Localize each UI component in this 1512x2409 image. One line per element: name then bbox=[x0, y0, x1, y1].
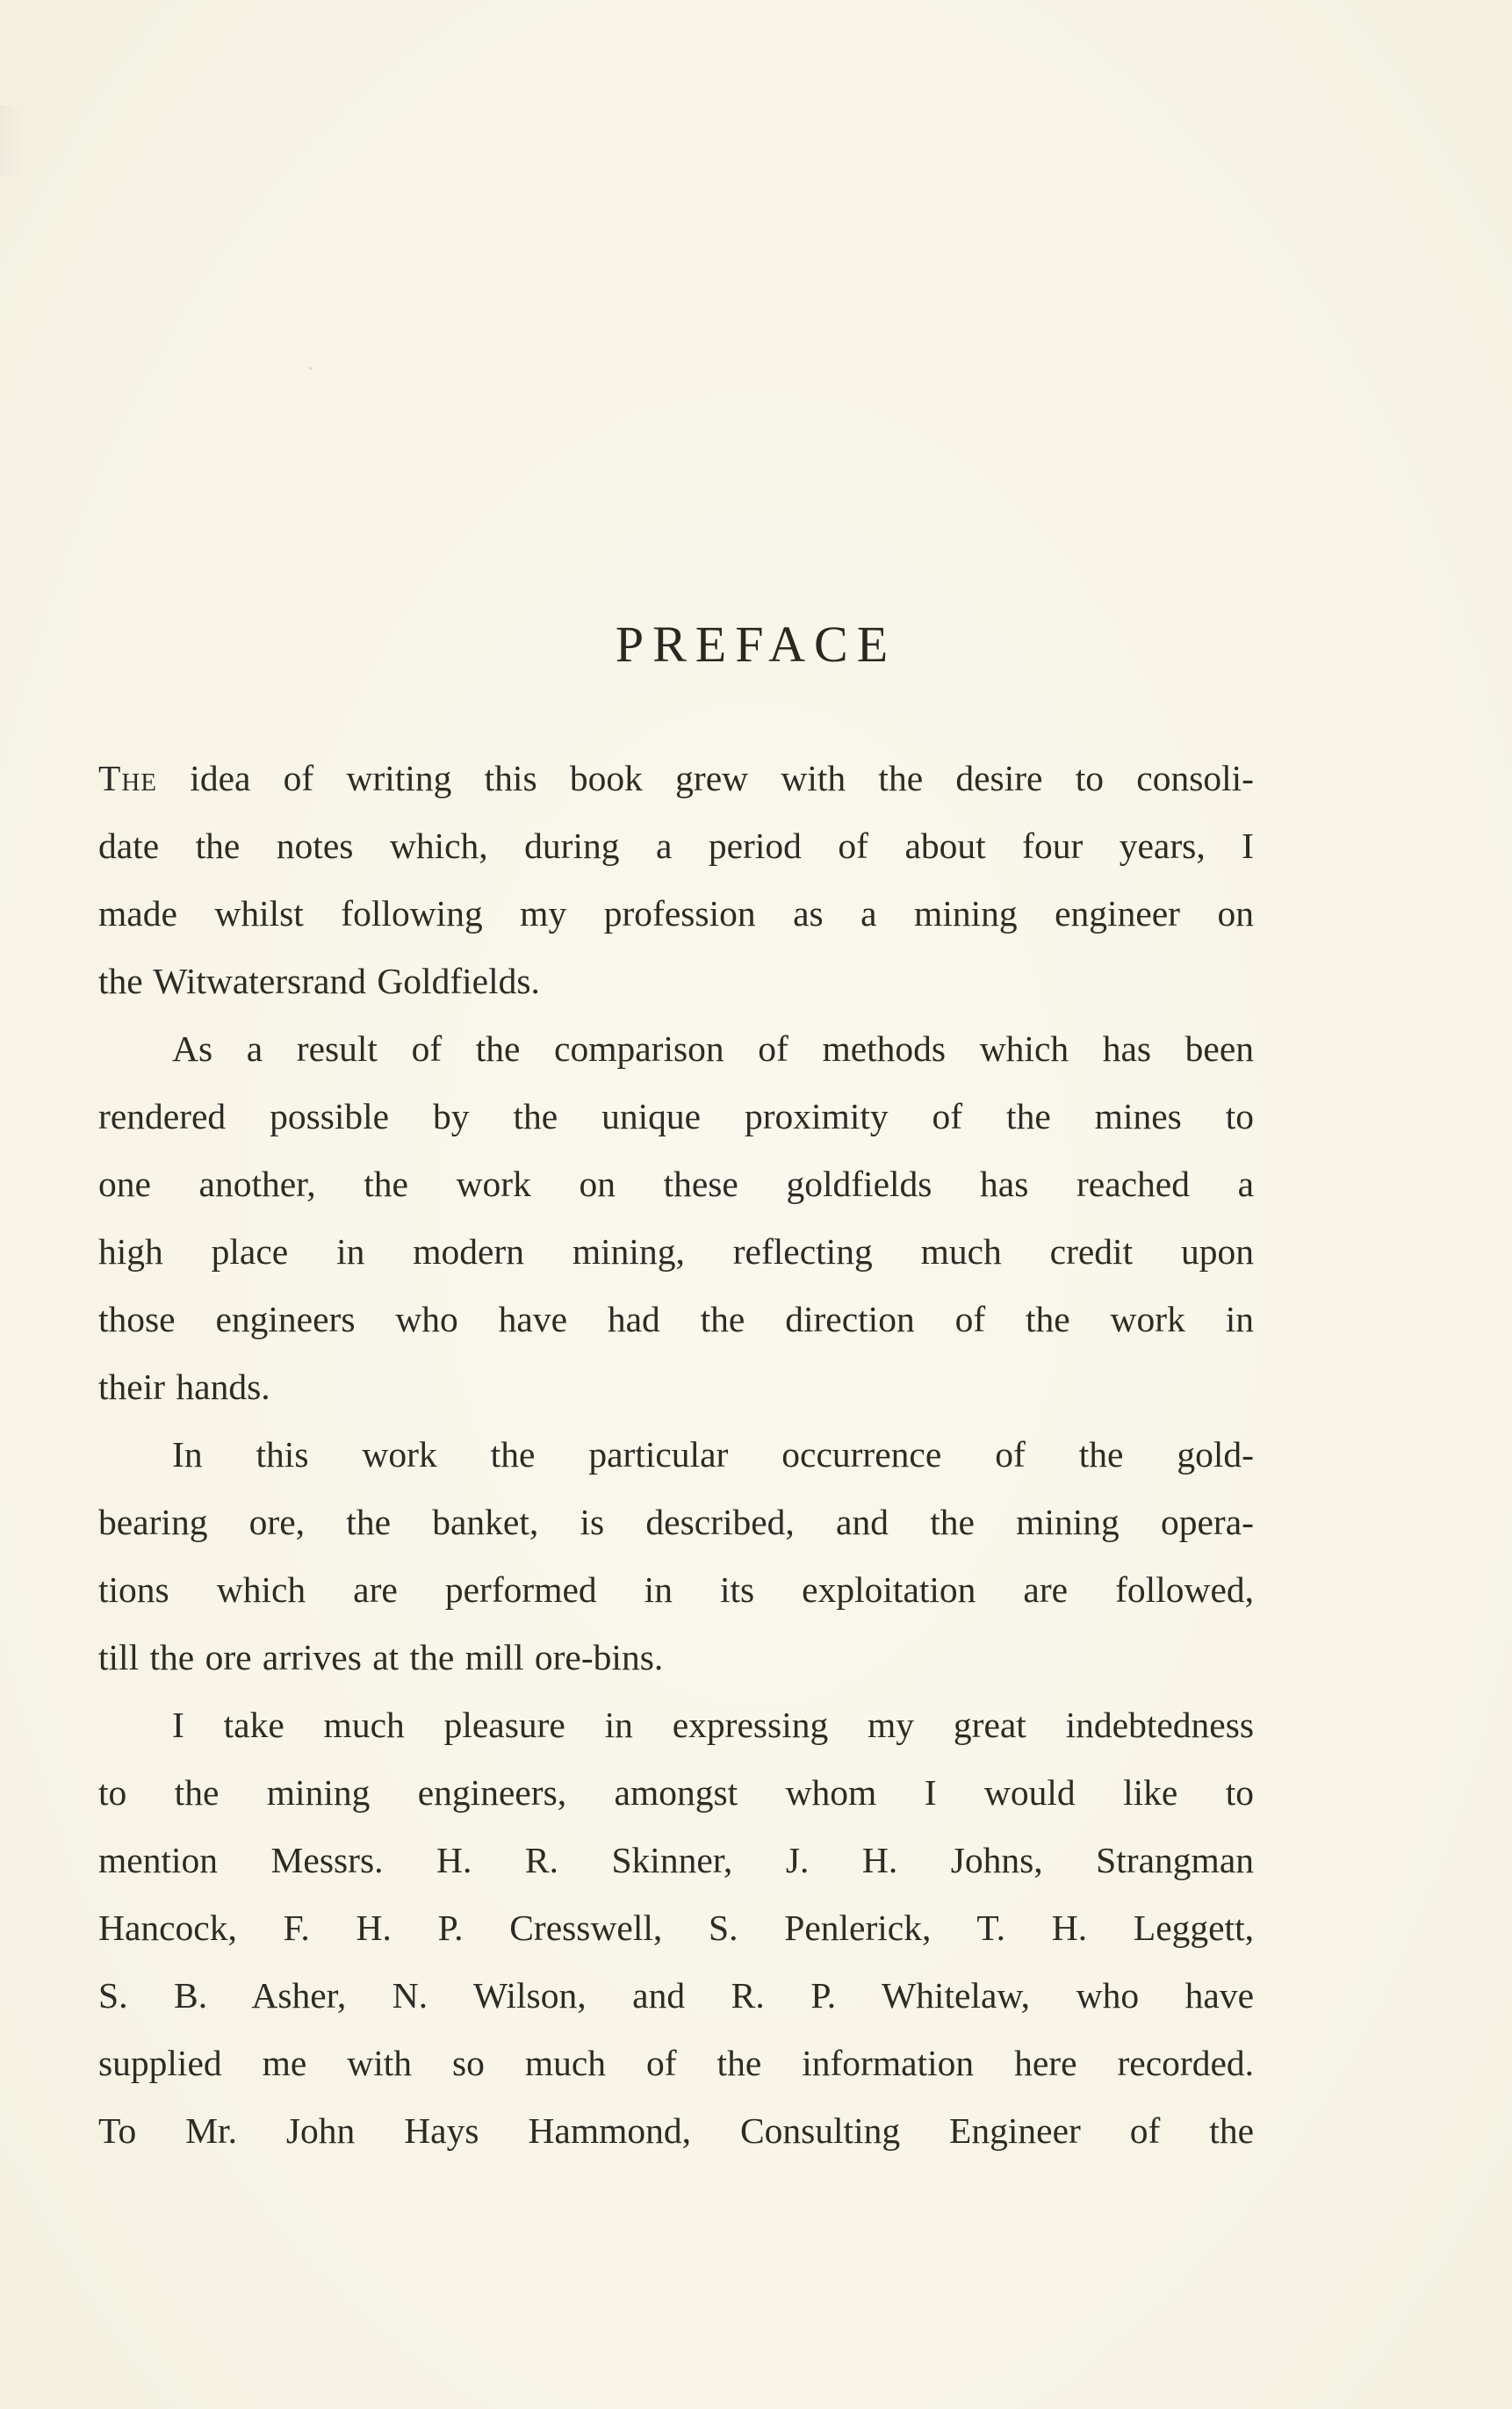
text-line: one another, the work on these goldfields has reached a bbox=[98, 1164, 1254, 1204]
text-line: As a result of the comparison of methods which has been bbox=[172, 1028, 1254, 1069]
text-line: mention Messrs. H. R. Skinner, J. H. Johns, Strangman bbox=[98, 1840, 1254, 1880]
text-line-rest: idea of writing this book grew with the desire to consoli- bbox=[157, 758, 1254, 798]
text-line bbox=[98, 755, 1254, 801]
page-title: PREFACE bbox=[615, 616, 897, 673]
text-line: date the notes which, during a period of about four years, I bbox=[98, 826, 1254, 866]
small-caps-lead: The bbox=[98, 758, 158, 798]
text-line: bearing ore, the banket, is described, and the mining opera- bbox=[98, 1502, 1254, 1542]
text-line: to the mining engineers, amongst whom I would like to bbox=[98, 1772, 1254, 1813]
text-line: To Mr. John Hays Hammond, Consulting Engineer of the bbox=[98, 2110, 1254, 2151]
text-line: their hands. bbox=[98, 1367, 270, 1407]
text-line: In this work the particular occurrence of the gold- bbox=[172, 1434, 1254, 1475]
text-line: till the ore arrives at the mill ore-bins. bbox=[98, 1637, 664, 1677]
text-line: those engineers who have had the direction of the work in bbox=[98, 1299, 1254, 1339]
text-line: Hancock, F. H. P. Cresswell, S. Penlerick, T. H. Leggett, bbox=[98, 1908, 1254, 1948]
text-line: high place in modern mining, reflecting much credit upon bbox=[98, 1231, 1254, 1272]
text-line: rendered possible by the unique proximity of the mines to bbox=[98, 1096, 1254, 1136]
text-line: made whilst following my profession as a mining engineer on bbox=[98, 893, 1254, 934]
text-line: S. B. Asher, N. Wilson, and R. P. Whitelaw, who have bbox=[98, 1975, 1254, 2016]
text-line: tions which are performed in its exploitation are followed, bbox=[98, 1569, 1254, 1610]
text-line: supplied me with so much of the information here recorded. bbox=[98, 2043, 1254, 2083]
text-line: I take much pleasure in expressing my great indebtedness bbox=[172, 1705, 1254, 1745]
text-line: the Witwatersrand Goldfields. bbox=[98, 961, 540, 1001]
paper-fleck bbox=[309, 367, 312, 370]
page-edge-shadow bbox=[0, 105, 26, 176]
